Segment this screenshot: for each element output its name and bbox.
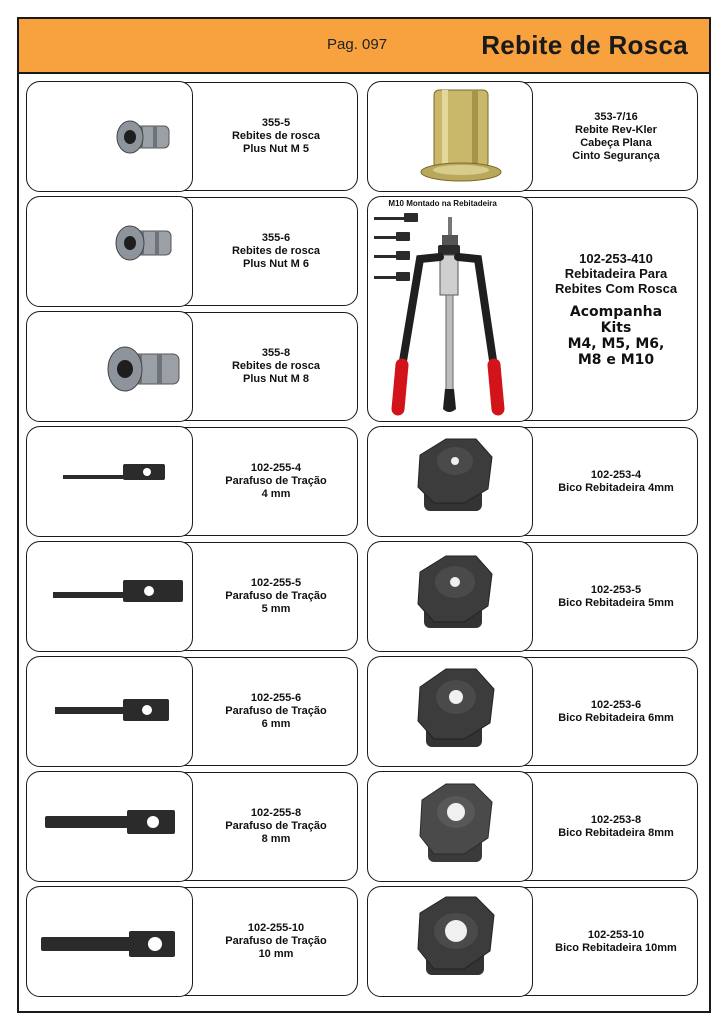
product-image-box xyxy=(26,886,193,996)
product-code: 355-6 xyxy=(261,232,291,244)
page-title: Rebite de Rosca xyxy=(481,30,688,60)
product-card-102-255-5[interactable] xyxy=(27,542,358,651)
product-text xyxy=(535,888,697,995)
product-desc: Bico Rebitadeira 6mm xyxy=(558,711,674,724)
product-text xyxy=(195,313,357,420)
product-text xyxy=(535,83,697,190)
traction-screw-image xyxy=(27,542,193,651)
product-text xyxy=(195,198,357,305)
kit-sizes: M4, M5, M6, xyxy=(567,335,665,352)
product-desc: Rebite Rev-Kler xyxy=(575,123,657,136)
product-code: 355-8 xyxy=(261,347,291,359)
product-desc: Plus Nut M 5 xyxy=(242,143,309,155)
product-code: 102-253-410 xyxy=(579,250,653,266)
kit-screws xyxy=(374,213,418,281)
product-image-box xyxy=(26,771,193,881)
product-desc: 10 mm xyxy=(258,948,294,960)
kit-label: Acompanha xyxy=(569,303,663,320)
product-card-102-253-8[interactable] xyxy=(368,772,698,881)
product-card-102-255-6[interactable] xyxy=(27,657,358,766)
product-text xyxy=(195,773,357,880)
product-code: 102-253-4 xyxy=(590,468,642,481)
nozzle-image xyxy=(368,657,533,766)
product-card-102-255-10[interactable] xyxy=(27,887,358,996)
product-card-102-253-10[interactable] xyxy=(368,887,698,996)
product-desc: Rebites de rosca xyxy=(231,360,321,372)
riveter-tool-image xyxy=(368,197,533,421)
product-text xyxy=(195,658,357,765)
product-desc: 4 mm xyxy=(261,488,291,500)
product-card-102-253-6[interactable] xyxy=(368,657,698,766)
product-card-102-255-4[interactable] xyxy=(27,427,358,536)
kit-sizes: M8 e M10 xyxy=(577,351,655,368)
product-desc: Parafuso de Tração xyxy=(225,475,327,487)
nozzle-image xyxy=(368,542,533,651)
product-desc: Parafuso de Tração xyxy=(225,820,327,832)
product-card-102-253-5[interactable] xyxy=(368,542,698,651)
kit-label: Kits xyxy=(600,319,632,336)
product-desc: Rebites Com Rosca xyxy=(554,280,678,296)
nozzle-image xyxy=(368,427,533,536)
product-image-box xyxy=(26,426,193,536)
product-desc: Rebitadeira Para xyxy=(564,265,668,281)
product-card-102-255-8[interactable] xyxy=(27,772,358,881)
product-code: 353-7/16 xyxy=(594,110,638,123)
product-code: 102-255-5 xyxy=(250,577,302,589)
product-code: 102-253-10 xyxy=(587,928,645,941)
product-code: 102-255-4 xyxy=(250,462,302,474)
plus-nut-image xyxy=(27,82,193,191)
product-card-355-5[interactable] xyxy=(27,82,358,191)
product-desc: Bico Rebitadeira 4mm xyxy=(558,481,674,494)
traction-screw-image xyxy=(27,772,193,881)
product-code: 102-253-5 xyxy=(590,583,642,596)
product-desc: Cinto Segurança xyxy=(572,149,660,162)
product-desc: Rebites de rosca xyxy=(231,245,321,257)
product-card-355-8[interactable] xyxy=(27,312,358,421)
product-image-box xyxy=(26,656,193,766)
product-code: 355-5 xyxy=(261,117,291,129)
product-desc: Cabeça Plana xyxy=(580,136,652,149)
traction-screw-image xyxy=(27,657,193,766)
product-text xyxy=(535,543,697,650)
plus-nut-image xyxy=(27,312,193,421)
product-text xyxy=(195,543,357,650)
product-image-box xyxy=(367,81,533,191)
product-code: 102-253-8 xyxy=(590,813,642,826)
product-image-box xyxy=(26,81,193,191)
plus-nut-image xyxy=(27,197,193,306)
product-desc: Bico Rebitadeira 8mm xyxy=(558,826,674,839)
product-code: 102-253-6 xyxy=(590,698,642,711)
product-desc: Parafuso de Tração xyxy=(225,590,327,602)
nozzle-image xyxy=(368,887,533,996)
product-desc: Bico Rebitadeira 5mm xyxy=(558,596,674,609)
product-code: 102-255-10 xyxy=(247,922,305,934)
product-image-box xyxy=(367,196,533,421)
product-desc: 5 mm xyxy=(261,603,291,615)
product-text xyxy=(535,198,697,420)
product-code: 102-255-8 xyxy=(250,807,302,819)
product-desc: Plus Nut M 6 xyxy=(242,258,309,270)
product-desc: Plus Nut M 8 xyxy=(242,373,309,385)
product-image-box xyxy=(26,541,193,651)
traction-screw-image xyxy=(27,427,193,536)
product-text xyxy=(195,888,357,995)
product-code: 102-255-6 xyxy=(250,692,302,704)
nozzle-image xyxy=(368,772,533,881)
product-image-box xyxy=(367,541,533,651)
product-text xyxy=(535,773,697,880)
product-desc: 8 mm xyxy=(261,833,291,845)
product-desc: Parafuso de Tração xyxy=(225,705,327,717)
rev-kler-rivet-image xyxy=(368,82,533,191)
product-desc: Bico Rebitadeira 10mm xyxy=(555,941,677,954)
product-text xyxy=(195,83,357,190)
product-image-box xyxy=(26,311,193,421)
product-image-box xyxy=(367,656,533,766)
product-desc: Rebites de rosca xyxy=(231,130,321,142)
product-image-box xyxy=(367,886,533,996)
product-image-box xyxy=(26,196,193,306)
product-desc: Parafuso de Tração xyxy=(225,935,327,947)
traction-screw-image xyxy=(27,887,193,996)
product-card-102-253-4[interactable] xyxy=(368,427,698,536)
product-text xyxy=(535,428,697,535)
product-image-box xyxy=(367,771,533,881)
product-text xyxy=(195,428,357,535)
product-card-102-253-410[interactable] xyxy=(368,197,698,421)
product-card-355-6[interactable] xyxy=(27,197,358,306)
product-image-box xyxy=(367,426,533,536)
product-desc: 6 mm xyxy=(261,718,291,730)
product-text xyxy=(535,658,697,765)
product-card-353-7-16[interactable] xyxy=(368,82,698,191)
page-number: Pag. 097 xyxy=(327,36,388,53)
image-caption: M10 Montado na Rebitadeira xyxy=(388,199,497,209)
